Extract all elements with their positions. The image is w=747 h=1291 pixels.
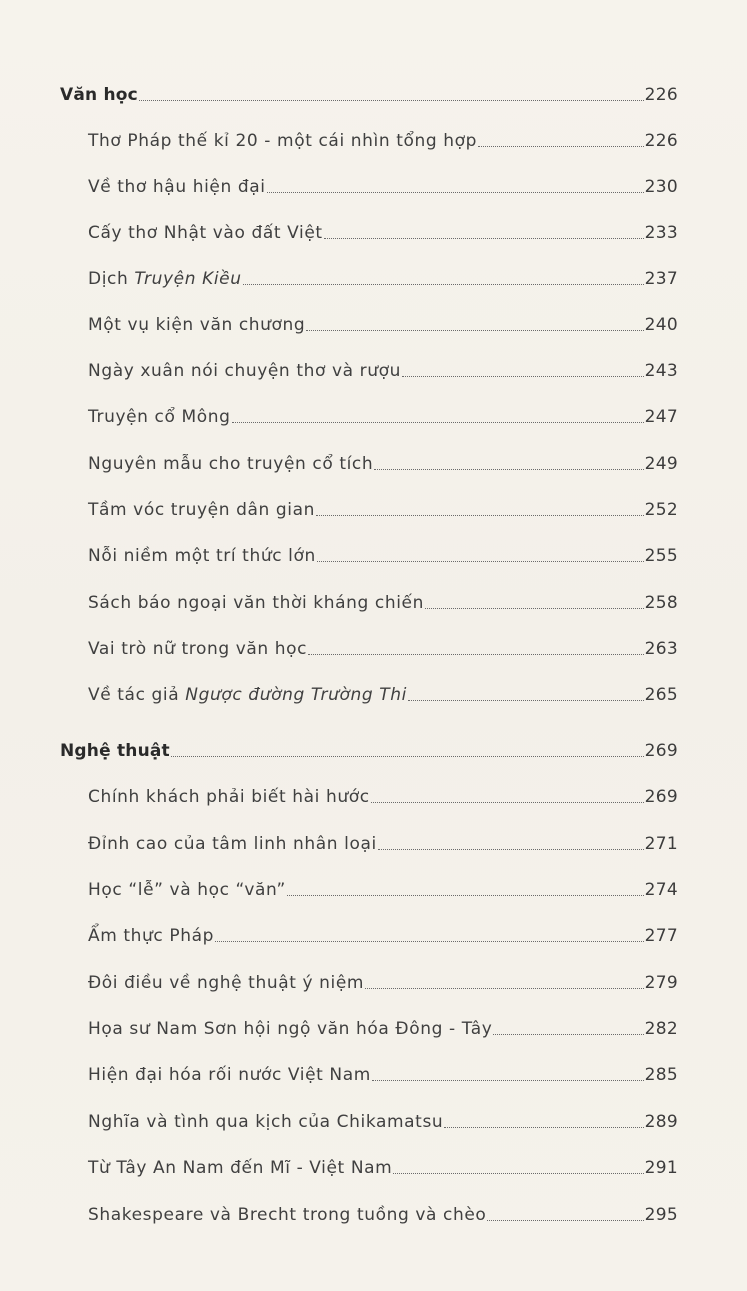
entry-title: Từ Tây An Nam đến Mĩ - Việt Nam [88,1158,393,1178]
page-number: 285 [644,1065,678,1085]
page-number: 226 [644,131,678,151]
entry-title: Cấy thơ Nhật vào đất Việt [88,223,323,243]
dot-leader [378,849,644,850]
dot-leader [444,1127,643,1128]
dot-leader [402,376,644,377]
page-number: 252 [644,500,678,520]
toc-entry[interactable] [88,126,678,156]
toc-entry[interactable] [88,782,678,812]
entry-title-italic: Truyện Kiều [134,269,242,289]
dot-leader [215,941,644,942]
dot-leader [317,561,644,562]
toc-entry[interactable] [88,1060,678,1090]
page-number: 230 [644,177,678,197]
page-number: 226 [644,85,678,105]
toc-entry[interactable] [88,921,678,951]
dot-leader [287,895,644,896]
toc-entry[interactable] [88,495,678,525]
page-number: 282 [644,1019,678,1039]
entry-title [88,680,407,710]
toc-entry[interactable] [88,588,678,618]
page-number: 279 [644,973,678,993]
entry-title: Ngày xuân nói chuyện thơ và rượu [88,361,401,381]
toc-entry[interactable] [88,1014,678,1044]
dot-leader [393,1173,643,1174]
toc-entry[interactable] [88,1153,678,1183]
page-number: 255 [644,546,678,566]
toc-entry[interactable] [88,264,678,294]
toc-entry[interactable] [88,1200,678,1230]
dot-leader [493,1034,643,1035]
entry-title: Nỗi niềm một trí thức lớn [88,546,316,566]
entry-title-prefix: Về tác giả [88,685,186,705]
toc-entry[interactable] [88,968,678,998]
toc-entry[interactable] [88,310,678,340]
page-number: 274 [644,880,678,900]
section-title: Nghệ thuật [60,741,170,761]
entry-title: Hiện đại hóa rối nước Việt Nam [88,1065,371,1085]
section-title: Văn học [60,85,138,105]
toc-entry[interactable] [88,218,678,248]
page-number: 258 [644,593,678,613]
entry-title-prefix: Dịch [88,269,135,289]
toc-section-heading[interactable] [60,80,678,110]
toc-entry[interactable] [88,680,678,710]
entry-title: Truyện cổ Mông [88,407,231,427]
page-number: 295 [644,1205,678,1225]
dot-leader [365,988,644,989]
page-number: 243 [644,361,678,381]
dot-leader [478,146,644,147]
dot-leader [171,756,644,757]
page-number: 263 [644,639,678,659]
dot-leader [425,608,644,609]
page-number: 291 [644,1158,678,1178]
dot-leader [306,330,643,331]
page-number: 289 [644,1112,678,1132]
entry-title: Nguyên mẫu cho truyện cổ tích [88,454,374,474]
toc-entry[interactable] [88,356,678,386]
toc-entry[interactable] [88,402,678,432]
dot-leader [243,284,644,285]
dot-leader [139,100,644,101]
entry-title: Ẩm thực Pháp [88,926,214,946]
toc-entry[interactable] [88,172,678,202]
toc-entry[interactable] [88,541,678,571]
entry-title: Nghĩa và tình qua kịch của Chikamatsu [88,1112,444,1132]
page-number: 271 [644,834,678,854]
toc-entry[interactable] [88,1107,678,1137]
toc-entry[interactable] [88,634,678,664]
entry-title [88,264,242,294]
entry-title: Họa sư Nam Sơn hội ngộ văn hóa Đông - Tây [88,1019,493,1039]
toc-section-heading[interactable] [60,736,678,766]
page-number: 269 [644,787,678,807]
dot-leader [308,654,644,655]
dot-leader [371,802,644,803]
entry-title: Tầm vóc truyện dân gian [88,500,315,520]
entry-title: Chính khách phải biết hài hước [88,787,370,807]
page-number: 240 [644,315,678,335]
entry-title: Một vụ kiện văn chương [88,315,306,335]
page-number: 277 [644,926,678,946]
toc-entry[interactable] [88,449,678,479]
entry-title-italic: Ngược đường Trường Thi [185,685,407,705]
dot-leader [324,238,644,239]
entry-title: Đôi điều về nghệ thuật ý niệm [88,973,365,993]
entry-title: Học “lễ” và học “văn” [88,880,286,900]
page-number: 249 [644,454,678,474]
dot-leader [487,1220,643,1221]
entry-title: Shakespeare và Brecht trong tuồng và chèo [88,1205,487,1225]
page-number: 265 [644,685,678,705]
dot-leader [372,1080,644,1081]
dot-leader [374,469,643,470]
toc-entry[interactable] [88,829,678,859]
page-number: 233 [644,223,678,243]
toc-entry[interactable] [88,875,678,905]
entry-title: Về thơ hậu hiện đại [88,177,266,197]
page-number: 237 [644,269,678,289]
page-number: 269 [644,741,678,761]
entry-title: Đỉnh cao của tâm linh nhân loại [88,834,377,854]
entry-title: Sách báo ngoại văn thời kháng chiến [88,593,424,613]
dot-leader [408,700,644,701]
dot-leader [316,515,644,516]
dot-leader [232,422,644,423]
dot-leader [267,192,644,193]
page-number: 247 [644,407,678,427]
entry-title: Thơ Pháp thế kỉ 20 - một cái nhìn tổng hợp [88,131,478,151]
entry-title: Vai trò nữ trong văn học [88,639,308,659]
